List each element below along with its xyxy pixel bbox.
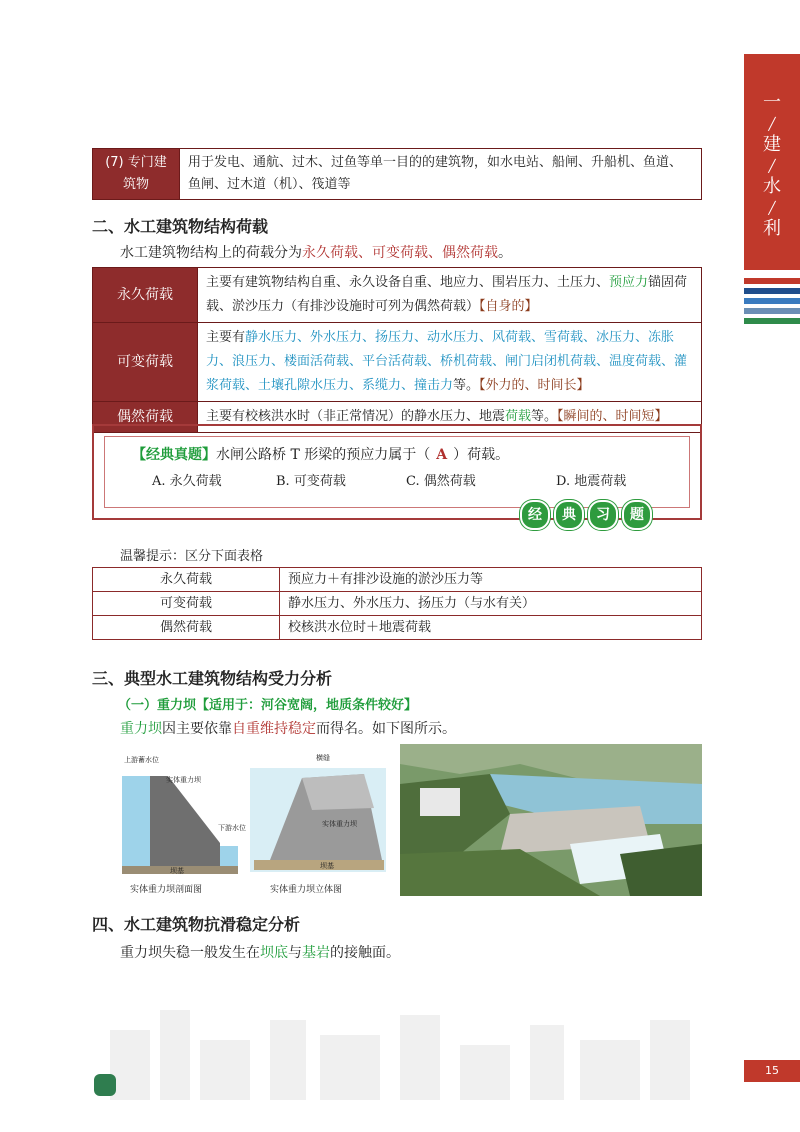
fig-label: 实体重力坝 [322, 820, 357, 828]
highlight: 静水压力、外水压力、扬压力、动水压力、风荷载、雪荷载、冰压力、冻胀力、浪压力、楼面活荷载、平台活荷载、桥机荷载、闸门启闭机荷载、温度荷载、灌浆荷载、土壤孔隙水压力、系缆力、撞击力 [206, 330, 688, 393]
fig-label: 上游蓄水位 [124, 756, 159, 764]
cell-label: 筑物 [122, 177, 149, 192]
note: 【自身的】 [479, 299, 538, 314]
dam-section [150, 776, 220, 866]
dam-photo [400, 744, 702, 896]
table-cell: 用于发电、通航、过木、过鱼等单一目的的建筑物，如水电站、船闸、升船机、鱼道、鱼闸、过木道（机）、筏道等 [180, 149, 702, 200]
table-row [93, 568, 702, 592]
question-text: ）荷载。 [453, 447, 510, 463]
side-slash: ╱ [768, 159, 776, 173]
desc-text: 等。 [531, 409, 558, 424]
section-heading: 四、水工建筑物抗滑稳定分析 [92, 915, 301, 934]
question-text: 水闸公路桥 T 形梁的预应力属于（ [216, 447, 431, 463]
fig-caption: 实体重力坝剖面图 [130, 885, 203, 895]
section4-line [120, 942, 400, 962]
option: C. 偶然荷载 [406, 474, 476, 489]
highlight: 预应力 [609, 275, 649, 290]
line-text: 而得名。如下图所示。 [316, 721, 456, 737]
load-desc [198, 268, 702, 323]
intro-text: 。 [498, 245, 512, 261]
load-desc [198, 323, 702, 402]
load-name: 可变荷载 [93, 323, 198, 402]
side-slash: ╱ [768, 117, 776, 131]
downstream-water [220, 846, 238, 866]
badge-char: 经 [520, 500, 550, 530]
subsection-heading: （一）重力坝【适用于：河谷宽阔，地质条件较好】 [118, 698, 418, 713]
badge-char: 典 [554, 500, 584, 530]
term: 重力坝 [120, 721, 162, 737]
fig-label: 实体重力坝 [166, 776, 201, 784]
section-heading: 三、典型水工建筑物结构受力分析 [92, 669, 333, 688]
note: 【外力的、时间长】 [479, 378, 590, 393]
loads-table [92, 267, 702, 433]
desc-text: 锚固荷载、淤沙压力（有排沙设施时可列为偶然荷载） [206, 275, 688, 314]
option: D. 地震荷载 [556, 474, 627, 489]
desc-text: 等。 [453, 378, 480, 393]
stripe [744, 278, 800, 284]
tip-table [92, 567, 702, 640]
side-char: 一 [763, 92, 781, 113]
fig-label: 坝基 [170, 867, 184, 875]
dam-3d-top [302, 774, 374, 810]
line-text: 因主要依靠 [162, 721, 232, 737]
option: A. 永久荷载 [152, 474, 222, 489]
background-silhouette [90, 1000, 710, 1100]
note: 【瞬间的、时间短】 [557, 409, 668, 424]
badge-char: 题 [622, 500, 652, 530]
fig-label: 横缝 [316, 754, 330, 762]
table-cell: 偶然荷载 [93, 616, 280, 640]
fig-label: 坝基 [320, 862, 334, 870]
table-row [93, 323, 702, 402]
exercise-tag: 【经典真题】 [132, 447, 216, 463]
desc-text: 主要有 [206, 330, 246, 345]
table-cell: 永久荷载 [93, 568, 280, 592]
desc-text: 主要有建筑物结构自重、永久设备自重、地应力、围岩压力、土压力、 [206, 275, 610, 290]
tip-label: 温馨提示：区分下面表格 [120, 549, 264, 564]
exercise-question [132, 444, 509, 464]
line-text: 重力坝失稳一般发生在 [120, 945, 260, 961]
highlight: 荷载 [505, 409, 532, 424]
fig-caption: 实体重力坝立体图 [270, 885, 343, 895]
intro-terms: 永久荷载、可变荷载、偶然荷载 [302, 245, 498, 261]
section-intro [120, 242, 512, 262]
line-text: 与 [288, 945, 302, 961]
stripe [744, 288, 800, 294]
stripe [744, 308, 800, 314]
desc-text: 主要有校核洪水时（非正常情况）的静水压力、地震 [206, 409, 506, 424]
table-row [93, 268, 702, 323]
side-char: 水 [763, 176, 781, 197]
section-heading: 二、水工建筑物结构荷载 [92, 217, 269, 236]
stripe [744, 298, 800, 304]
exercise-answer: A [436, 447, 448, 463]
term: 自重维持稳定 [232, 721, 316, 737]
load-name: 永久荷载 [93, 268, 198, 323]
table-cell: 校核洪水位时＋地震荷载 [280, 616, 702, 640]
cell-label: (7) 专门建 [105, 155, 167, 170]
section3-line [120, 718, 456, 738]
fig-label: 下游水位 [218, 824, 246, 832]
foundation-3d [254, 860, 384, 870]
side-char: 利 [763, 218, 781, 239]
page-number: 15 [744, 1060, 800, 1082]
special-structure-table [92, 148, 702, 200]
table-row [93, 592, 702, 616]
stripe [744, 318, 800, 324]
line-text: 的接触面。 [330, 945, 400, 961]
side-char: 建 [763, 134, 781, 155]
intro-text: 水工建筑物结构上的荷载分为 [120, 245, 302, 261]
term: 坝底 [260, 945, 288, 961]
logo-icon [94, 1074, 116, 1096]
option: B. 可变荷载 [276, 474, 346, 489]
term: 基岩 [302, 945, 330, 961]
badge-char: 习 [588, 500, 618, 530]
side-band [744, 54, 800, 270]
table-cell: 预应力＋有排沙设施的淤沙压力等 [280, 568, 702, 592]
table-row [93, 616, 702, 640]
table-cell: 可变荷载 [93, 592, 280, 616]
table-cell: 静水压力、外水压力、扬压力（与水有关） [280, 592, 702, 616]
load-name: 偶然荷载 [93, 402, 198, 433]
table-header-cell [93, 149, 180, 200]
side-slash: ╱ [768, 201, 776, 215]
dam-diagrams [120, 748, 390, 896]
